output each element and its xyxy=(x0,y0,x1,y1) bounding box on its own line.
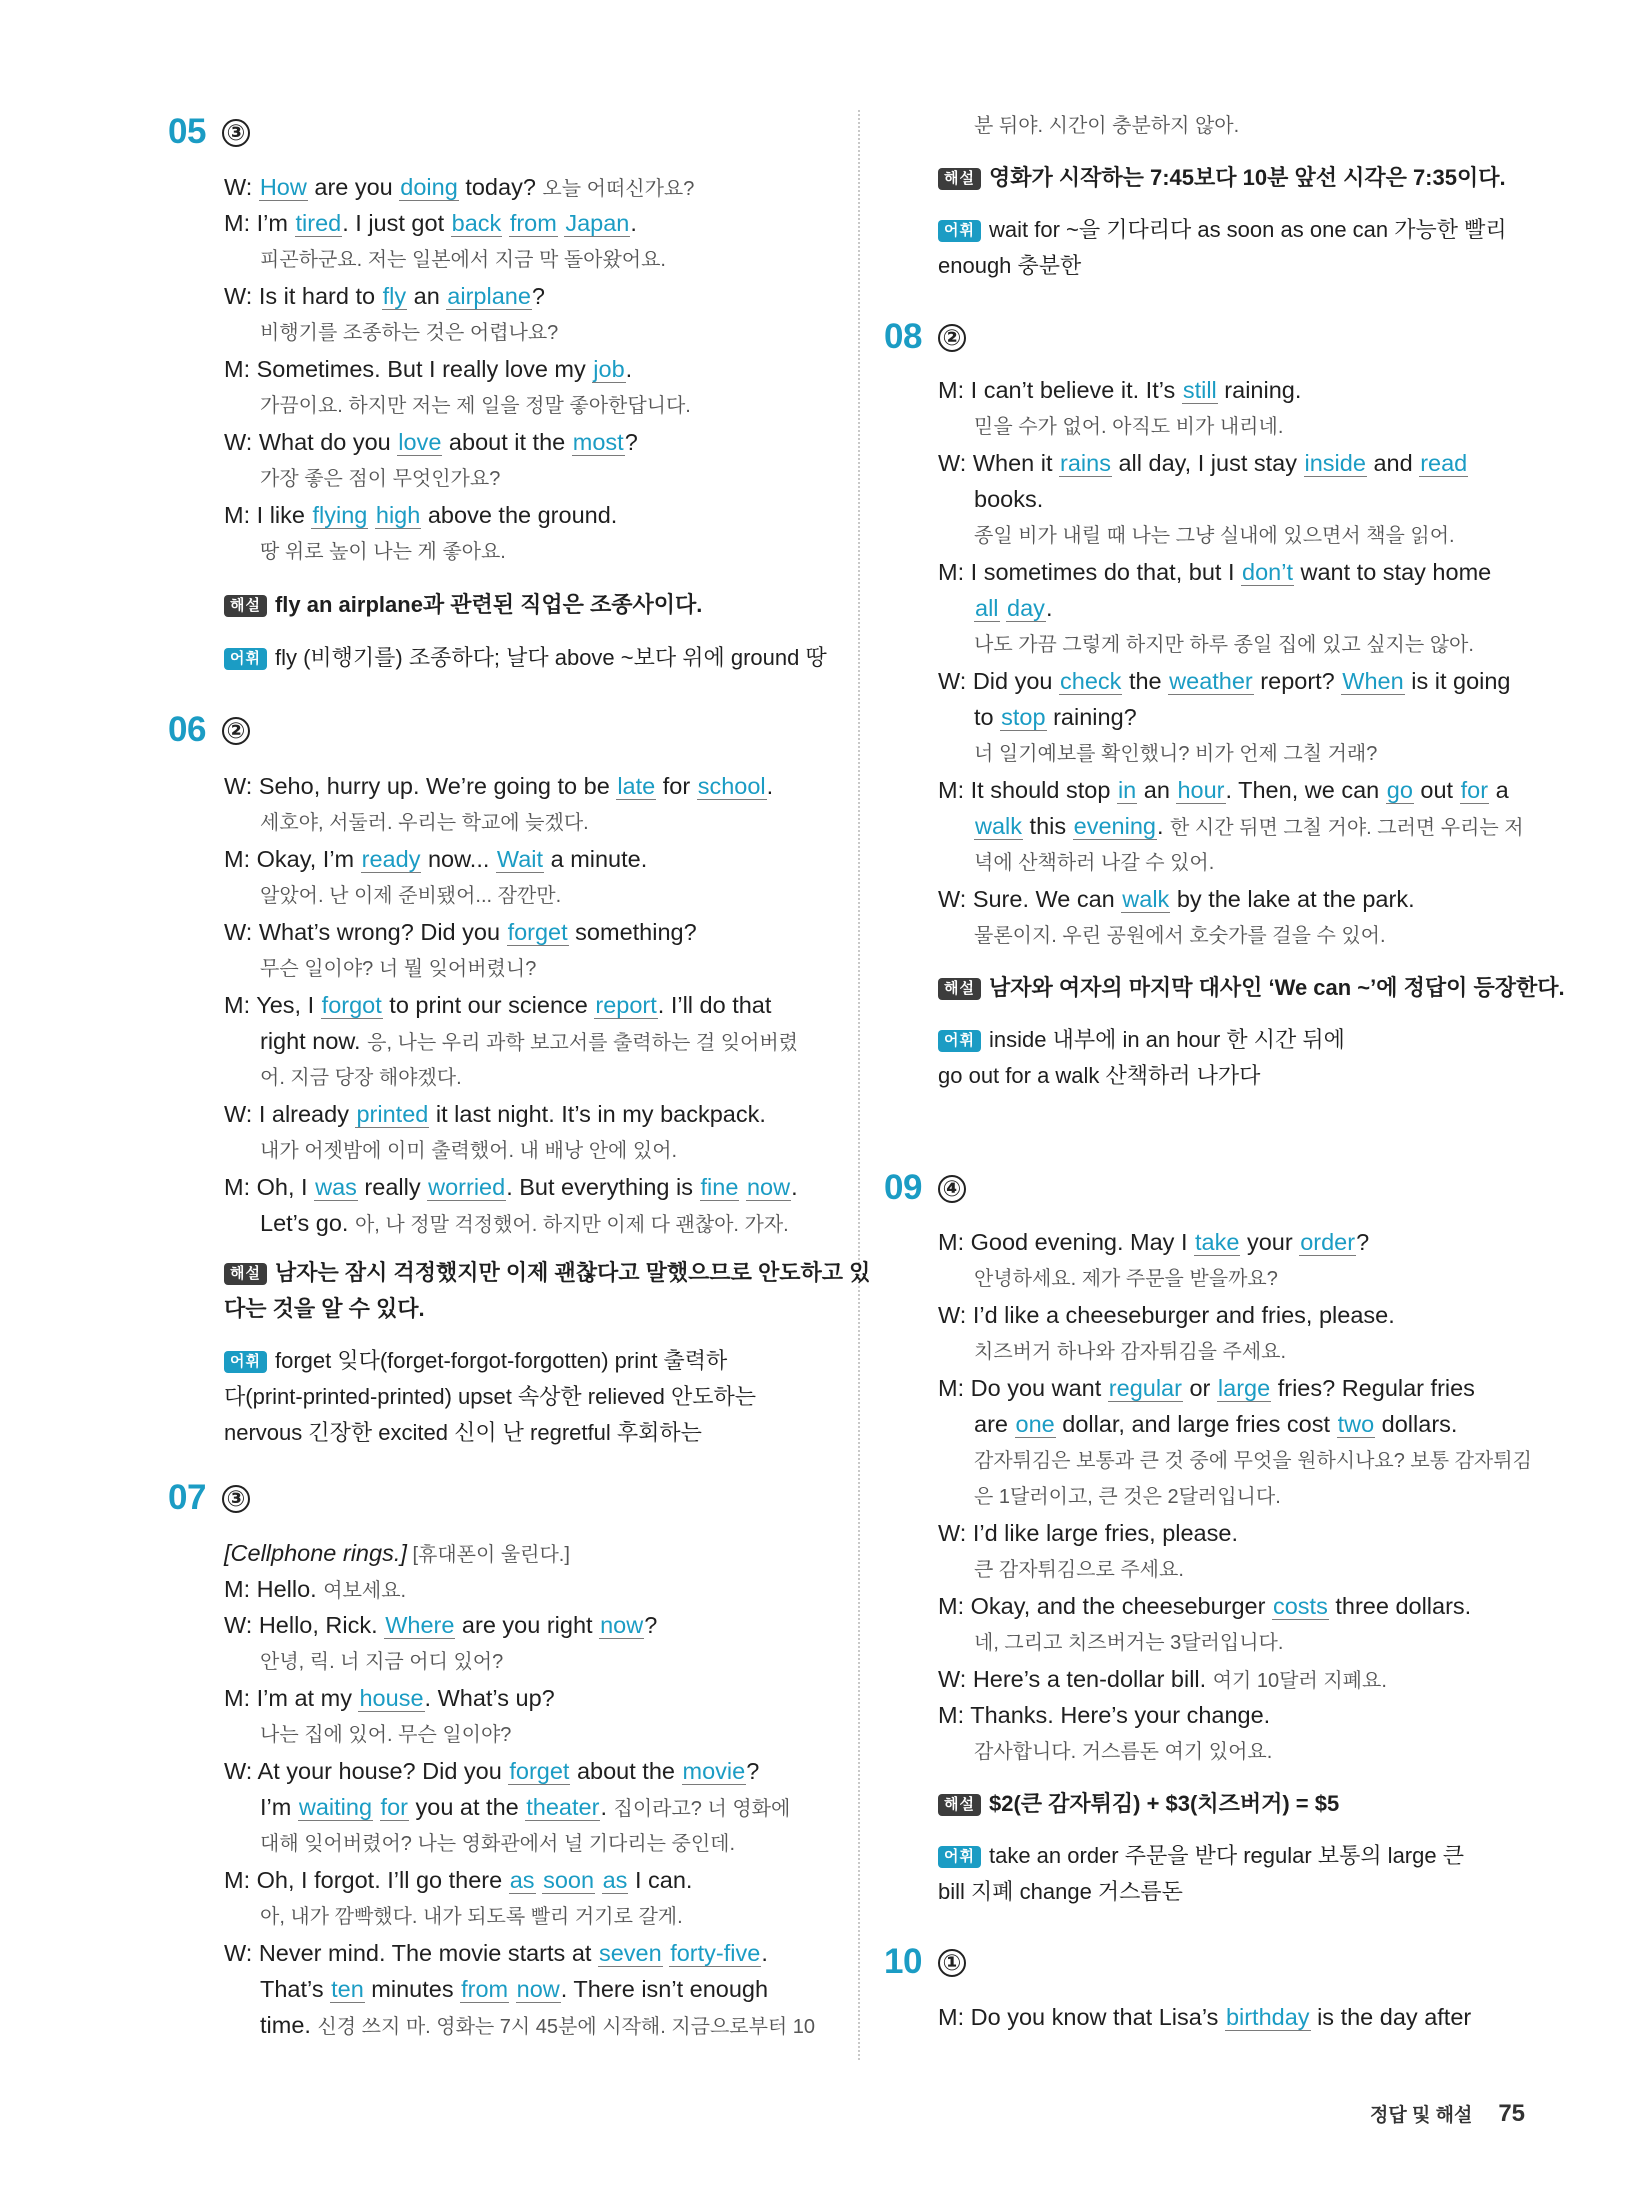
translation-line: 치즈버거 하나와 감자튀김을 주세요. xyxy=(974,1341,1287,1363)
answer-blank: printed xyxy=(356,1101,429,1127)
dialogue-line: right now. 응, 나는 우리 과학 보고서를 출력하는 걸 잊어버렸 xyxy=(260,1028,798,1054)
dialogue-line: M: Hello. 여보세요. xyxy=(224,1576,407,1602)
answer-blank: walk xyxy=(975,813,1023,839)
answer-blank: still xyxy=(1182,377,1217,403)
vocabulary-continued: enough 충분한 xyxy=(938,253,1082,278)
vocabulary-tag: 어휘 xyxy=(938,220,981,242)
answer-blank: tired xyxy=(295,210,342,236)
question-number: 10 xyxy=(884,1942,922,1981)
explanation: 해설 $2(큰 감자튀김) + $3(치즈버거) = $5 xyxy=(938,1789,1339,1819)
translation-line: 나도 가끔 그렇게 하지만 하루 종일 집에 있고 싶지는 않아. xyxy=(974,634,1474,656)
vocabulary-tag: 어휘 xyxy=(224,1351,267,1373)
dialogue-line: M: Yes, I forgot to print our science report. I’ll do that xyxy=(224,992,772,1018)
answer-blank: costs xyxy=(1272,1593,1328,1619)
answer-blank: check xyxy=(1060,668,1122,694)
dialogue-line: M: Oh, I forgot. I’ll go there as soon as I can. xyxy=(224,1867,693,1893)
vocabulary: 어휘 wait for ~을 기다리다 as soon as one can 가능한 빨리 xyxy=(938,215,1507,245)
translation-line: 은 1달러이고, 큰 것은 2달러입니다. xyxy=(974,1486,1281,1508)
answer-blank: as xyxy=(602,1867,628,1893)
answer-blank: Where xyxy=(385,1612,455,1638)
translation-line: 나는 집에 있어. 무슨 일이야? xyxy=(260,1724,512,1746)
answer-blank: order xyxy=(1300,1229,1356,1255)
answer-blank: weather xyxy=(1169,668,1253,694)
translation-line: 분 뒤야. 시간이 충분하지 않아. xyxy=(974,115,1240,137)
translation-line: 가장 좋은 점이 무엇인가요? xyxy=(260,468,501,490)
footer-section-label: 정답 및 해설 xyxy=(1370,2105,1473,2126)
answer-blank: high xyxy=(375,502,421,528)
question-10-header xyxy=(884,1942,966,1982)
translation-line: 내가 어젯밤에 이미 출력했어. 내 배낭 안에 있어. xyxy=(260,1140,678,1162)
answer-blank: doing xyxy=(400,174,458,200)
vocabulary-continued: nervous 긴장한 excited 신이 난 regretful 후회하는 xyxy=(224,1420,702,1445)
answer-blank: two xyxy=(1337,1411,1375,1437)
translation-line: 큰 감자튀김으로 주세요. xyxy=(974,1559,1184,1581)
answer-blank: was xyxy=(315,1174,357,1200)
dialogue-line: W: How are you doing today? 오늘 어떠신가요? xyxy=(224,174,695,200)
explanation: 해설 남자는 잠시 걱정했지만 이제 괜찮다고 말했으므로 안도하고 있 xyxy=(224,1258,870,1288)
answer-blank: one xyxy=(1015,1411,1055,1437)
dialogue-line: are one dollar, and large fries cost two dollars. xyxy=(974,1411,1458,1437)
translation-line: 비행기를 조종하는 것은 어렵나요? xyxy=(260,322,559,344)
dialogue-line: W: What do you love about it the most? xyxy=(224,429,638,455)
answer-blank: now xyxy=(746,1174,791,1200)
answer-blank: from xyxy=(509,210,557,236)
answer-blank: most xyxy=(572,429,624,455)
dialogue-line: M: Good evening. May I take your order? xyxy=(938,1229,1370,1255)
dialogue-line: M: Okay, I’m ready now... Wait a minute. xyxy=(224,846,648,872)
page-number: 75 xyxy=(1498,2100,1526,2127)
translation-line: 아, 내가 깜빡했다. 내가 되도록 빨리 거기로 갈게. xyxy=(260,1906,683,1928)
answer-blank: in xyxy=(1117,777,1137,803)
answer-blank: evening xyxy=(1073,813,1156,839)
answer-blank: stop xyxy=(1001,704,1046,730)
answer-choice: ② xyxy=(222,717,250,745)
translation-line: 너 일기예보를 확인했니? 비가 언제 그칠 거래? xyxy=(974,743,1378,765)
question-number: 08 xyxy=(884,317,922,356)
answer-blank: regular xyxy=(1108,1375,1182,1401)
dialogue-line: all day. xyxy=(975,595,1053,621)
answer-blank: job xyxy=(593,356,625,382)
answer-blank: airplane xyxy=(447,283,531,309)
translation-line: 대해 잊어버렸어? 나는 영화관에서 널 기다리는 중인데. xyxy=(260,1833,736,1855)
dialogue-line: W: Did you check the weather report? When is it going xyxy=(938,668,1511,694)
dialogue-line: M: Okay, and the cheeseburger costs three dollars. xyxy=(938,1593,1472,1619)
translation-line: 피곤하군요. 저는 일본에서 지금 막 돌아왔어요. xyxy=(260,249,666,271)
answer-blank: school xyxy=(697,773,766,799)
vocabulary: 어휘 forget 잊다(forget-forgot-forgotten) print 출력하 xyxy=(224,1346,727,1376)
answer-choice: ① xyxy=(938,1949,966,1977)
answer-blank: walk xyxy=(1122,886,1170,912)
dialogue-line: W: Never mind. The movie starts at seven forty-five. xyxy=(224,1940,768,1966)
answer-blank: don’t xyxy=(1242,559,1293,585)
answer-blank: late xyxy=(617,773,656,799)
answer-blank: forty-five xyxy=(670,1940,761,1966)
translation-line: 믿을 수가 없어. 아직도 비가 내리네. xyxy=(974,416,1284,438)
dialogue-line: W: I’d like large fries, please. xyxy=(938,1520,1238,1546)
vocabulary-continued: 다(print-printed-printed) upset 속상한 relieved 안도하는 xyxy=(224,1384,756,1409)
question-08-header xyxy=(884,317,966,357)
explanation-tag: 해설 xyxy=(224,1263,267,1285)
explanation-tag: 해설 xyxy=(938,1794,981,1816)
translation-line: 어. 지금 당장 해야겠다. xyxy=(260,1067,462,1089)
vocabulary: 어휘 fly (비행기를) 조종하다; 날다 above ~보다 위에 ground 땅 xyxy=(224,643,827,673)
translation-line: 무슨 일이야? 너 뭘 잊어버렸니? xyxy=(260,958,537,980)
question-number: 05 xyxy=(168,112,206,151)
vocabulary-continued: bill 지폐 change 거스름돈 xyxy=(938,1879,1183,1904)
dialogue-line: M: I can’t believe it. It’s still raining. xyxy=(938,377,1302,403)
dialogue-line: M: Sometimes. But I really love my job. xyxy=(224,356,633,382)
answer-blank: hour xyxy=(1177,777,1225,803)
explanation-continued: 다는 것을 알 수 있다. xyxy=(224,1296,425,1321)
answer-blank: forget xyxy=(507,919,568,945)
vocabulary-continued: go out for a walk 산책하러 나가다 xyxy=(938,1063,1261,1088)
dialogue-line: [Cellphone rings.] [휴대폰이 울린다.] xyxy=(224,1540,570,1566)
dialogue-line: W: What’s wrong? Did you forget something? xyxy=(224,919,697,945)
answer-blank: read xyxy=(1420,450,1468,476)
explanation-tag: 해설 xyxy=(224,595,267,617)
translation-line: 안녕하세요. 제가 주문을 받을까요? xyxy=(974,1268,1278,1290)
question-09-header xyxy=(884,1168,966,1208)
answer-blank: ten xyxy=(331,1976,364,2002)
answer-blank: rains xyxy=(1060,450,1111,476)
answer-blank: fly xyxy=(382,283,407,309)
answer-blank: Japan xyxy=(565,210,630,236)
answer-choice: ④ xyxy=(938,1175,966,1203)
translation-line: 녁에 산책하러 나갈 수 있어. xyxy=(974,852,1215,874)
vocabulary: 어휘 inside 내부에 in an hour 한 시간 뒤에 xyxy=(938,1025,1345,1055)
translation-line: 감사합니다. 거스름돈 여기 있어요. xyxy=(974,1741,1273,1763)
answer-blank: love xyxy=(398,429,442,455)
answer-blank: theater xyxy=(526,1794,600,1820)
dialogue-line: walk this evening. 한 시간 뒤면 그칠 거야. 그러면 우리는 저 xyxy=(975,813,1524,839)
answer-blank: go xyxy=(1386,777,1413,803)
answer-blank: report xyxy=(595,992,657,1018)
answer-blank: flying xyxy=(312,502,368,528)
dialogue-line: W: Seho, hurry up. We’re going to be late for school. xyxy=(224,773,774,799)
translation-line: 안녕, 릭. 너 지금 어디 있어? xyxy=(260,1651,504,1673)
question-number: 06 xyxy=(168,710,206,749)
vocabulary-tag: 어휘 xyxy=(938,1030,981,1052)
explanation-tag: 해설 xyxy=(938,978,981,1000)
answer-blank: Wait xyxy=(496,846,544,872)
explanation: 해설 영화가 시작하는 7:45보다 10분 앞선 시각은 7:35이다. xyxy=(938,163,1506,193)
question-06-header xyxy=(168,710,250,750)
dialogue-line: W: When it rains all day, I just stay inside and read xyxy=(938,450,1468,476)
vocabulary-tag: 어휘 xyxy=(938,1846,981,1868)
answer-blank: soon xyxy=(543,1867,595,1893)
translation-line: 세호야, 서둘러. 우리는 학교에 늦겠다. xyxy=(260,812,589,834)
dialogue-line: time. 신경 쓰지 마. 영화는 7시 45분에 시작해. 지금으로부터 10 xyxy=(260,2012,816,2038)
answer-blank: back xyxy=(451,210,502,236)
answer-blank: forget xyxy=(509,1758,570,1784)
translation-line: 알았어. 난 이제 준비됐어... 잠깐만. xyxy=(260,885,562,907)
answer-blank: day xyxy=(1007,595,1045,621)
answer-blank: birthday xyxy=(1225,2004,1310,2030)
dialogue-line: W: At your house? Did you forget about the movie? xyxy=(224,1758,760,1784)
answer-blank: movie xyxy=(682,1758,746,1784)
dialogue-line: to stop raining? xyxy=(974,704,1137,730)
dialogue-line: M: I’m tired. I just got back from Japan. xyxy=(224,210,637,236)
answer-blank: forgot xyxy=(321,992,382,1018)
question-number: 07 xyxy=(168,1478,206,1517)
answer-blank: When xyxy=(1342,668,1404,694)
dialogue-line: W: I already printed it last night. It’s in my backpack. xyxy=(224,1101,766,1127)
dialogue-line: W: Is it hard to fly an airplane? xyxy=(224,283,545,309)
dialogue-line: W: Sure. We can walk by the lake at the park. xyxy=(938,886,1415,912)
translation-line: 땅 위로 높이 나는 게 좋아요. xyxy=(260,541,506,563)
dialogue-line: W: Here’s a ten-dollar bill. 여기 10달러 지폐요. xyxy=(938,1666,1387,1692)
answer-blank: worried xyxy=(428,1174,506,1200)
answer-blank: all xyxy=(975,595,999,621)
translation-line: 네, 그리고 치즈버거는 3달러입니다. xyxy=(974,1632,1284,1654)
explanation: 해설 fly an airplane과 관련된 직업은 조종사이다. xyxy=(224,590,702,620)
question-07-header xyxy=(168,1478,250,1518)
answer-blank: for xyxy=(1460,777,1489,803)
answer-blank: How xyxy=(259,174,307,200)
vocabulary-tag: 어휘 xyxy=(224,648,267,670)
answer-blank: as xyxy=(509,1867,535,1893)
answer-choice: ③ xyxy=(222,119,250,147)
vocabulary: 어휘 take an order 주문을 받다 regular 보통의 large 큰 xyxy=(938,1841,1464,1871)
answer-blank: waiting xyxy=(298,1794,373,1820)
dialogue-line: M: Do you know that Lisa’s birthday is the day after xyxy=(938,2004,1472,2030)
translation-line: 감자튀김은 보통과 큰 것 중에 무엇을 원하시나요? 보통 감자튀김 xyxy=(974,1450,1532,1472)
answer-blank: inside xyxy=(1304,450,1366,476)
answer-blank: for xyxy=(380,1794,408,1820)
answer-blank: fine xyxy=(700,1174,739,1200)
dialogue-line: books. xyxy=(974,486,1044,512)
dialogue-line: M: I’m at my house. What’s up? xyxy=(224,1685,555,1711)
dialogue-line: M: It should stop in an hour. Then, we can go out for a xyxy=(938,777,1509,803)
question-05-header xyxy=(168,112,250,152)
column-divider xyxy=(858,110,860,2060)
translation-line: 물론이지. 우린 공원에서 호숫가를 걸을 수 있어. xyxy=(974,925,1386,947)
answer-blank: large xyxy=(1217,1375,1271,1401)
translation-line: 종일 비가 내릴 때 나는 그냥 실내에 있으면서 책을 읽어. xyxy=(974,525,1455,547)
question-number: 09 xyxy=(884,1168,922,1207)
answer-choice: ② xyxy=(938,324,966,352)
answer-blank: take xyxy=(1195,1229,1240,1255)
dialogue-line: M: Oh, I was really worried. But everything is fine now. xyxy=(224,1174,798,1200)
page-footer xyxy=(1370,2100,1525,2128)
dialogue-line: W: I’d like a cheeseburger and fries, please. xyxy=(938,1302,1395,1328)
answer-blank: now xyxy=(600,1612,644,1638)
answer-blank: ready xyxy=(361,846,421,872)
answer-choice: ③ xyxy=(222,1485,250,1513)
explanation-tag: 해설 xyxy=(938,168,981,190)
dialogue-line: M: I like flying high above the ground. xyxy=(224,502,618,528)
translation-line: 가끔이요. 하지만 저는 제 일을 정말 좋아한답니다. xyxy=(260,395,691,417)
answer-blank: now xyxy=(516,1976,560,2002)
dialogue-line: W: Hello, Rick. Where are you right now? xyxy=(224,1612,658,1638)
dialogue-line: M: Thanks. Here’s your change. xyxy=(938,1702,1271,1728)
dialogue-line: Let’s go. 아, 나 정말 걱정했어. 하지만 이제 다 괜찮아. 가자. xyxy=(260,1210,789,1236)
explanation: 해설 남자와 여자의 마지막 대사인 ‘We can ~’에 정답이 등장한다. xyxy=(938,973,1565,1003)
answer-blank: house xyxy=(359,1685,424,1711)
answer-blank: seven xyxy=(598,1940,662,1966)
answer-blank: from xyxy=(461,1976,509,2002)
dialogue-line: M: I sometimes do that, but I don’t want to stay home xyxy=(938,559,1492,585)
dialogue-line: M: Do you want regular or large fries? Regular fries xyxy=(938,1375,1475,1401)
dialogue-line: That’s ten minutes from now. There isn’t enough xyxy=(260,1976,769,2002)
dialogue-line: I’m waiting for you at the theater. 집이라고? 너 영화에 xyxy=(260,1794,791,1820)
